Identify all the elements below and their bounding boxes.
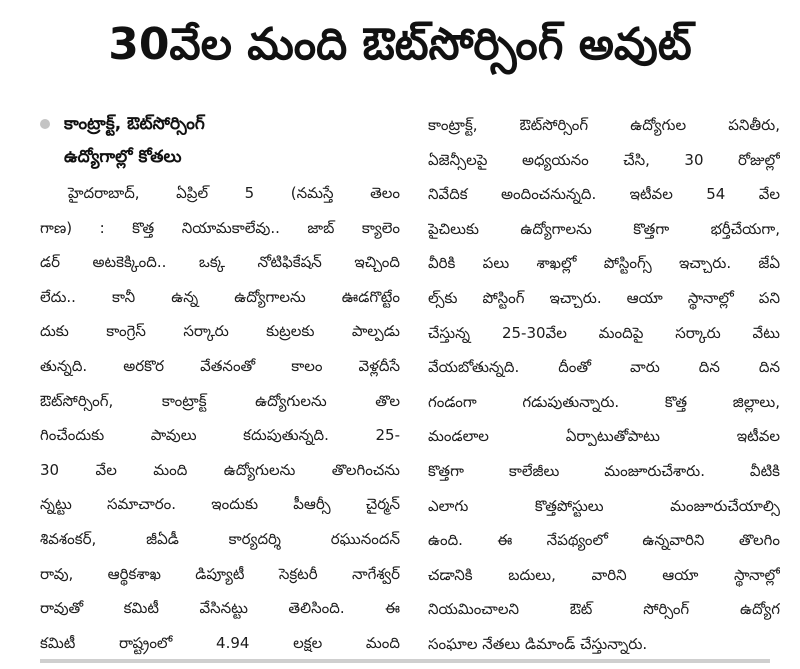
body-line: వీరికి పలు శాఖల్లో పోస్టింగ్స్ ఇచ్చారు. జేఏ	[428, 254, 780, 273]
body-line: ఉంది. ఈ నేపథ్యంలో ఉన్నవారిని తొలగిం	[428, 531, 780, 550]
subheading	[40, 108, 400, 174]
body-line: గాణ) : కొత్త నియామకాలేవు.. జాబ్ క్యాలెం	[40, 218, 400, 237]
body-line: నియమించాలని ఔట్ సోర్సింగ్ ఉద్యోగ	[428, 600, 780, 619]
bullet-icon	[40, 119, 50, 129]
body-line: సంఘాల నేతలు డిమాండ్ చేస్తున్నారు.	[428, 634, 648, 653]
body-line: న్నట్టు సమాచారం. ఇందుకు పీఆర్సీ చైర్మన్	[40, 495, 400, 514]
headline: 30వేల మంది ఔట్‌సోర్సింగ్ అవుట్	[108, 19, 692, 70]
body-line: కమిటీ రాష్ట్రంలో 4.94 లక్షల మంది	[40, 633, 400, 652]
body-line: రావు, ఆర్థికశాఖ డిప్యూటీ సెక్రటరీ నాగేశ్వర్	[40, 564, 400, 583]
body-line: హైదరాబాద్, ఏప్రిల్ 5 (నమస్తే తెలం	[68, 184, 400, 202]
body-line: ఎలాగు కొత్తపోస్టులు మంజూరుచేయాల్సి	[428, 496, 780, 515]
body-line: చడానికి బదులు, వారిని ఆయా స్థానాల్లో	[428, 565, 780, 584]
left-column	[40, 108, 400, 660]
body-line: ల్స్‌కు పోస్టింగ్ ఇచ్చారు. ఆయా స్థానాల్లో పని	[428, 288, 780, 307]
body-line: కాంట్రాక్ట్, ఔట్‌సోర్సింగ్ ఉద్యోగుల పనితీరు,	[428, 116, 780, 134]
body-line: 30 వేల మంది ఉద్యోగులను తొలగించను	[40, 460, 400, 479]
body-line: కొత్తగా కాలేజీలు మంజూరుచేశారు. వీటికి	[428, 461, 780, 480]
body-line: మండలాల ఏర్పాటుతోపాటు ఇటీవల	[428, 427, 780, 446]
body-line: శివశంకర్, జీఏడీ కార్యదర్శి రఘునందన్	[40, 529, 400, 548]
body-line: నివేదిక అందించనున్నది. ఇటీవల 54 వేల	[428, 185, 780, 204]
subheading-line: ఉద్యోగాల్లో కోతలు	[64, 147, 182, 167]
body-line: చేస్తున్న 25-30వేల మందిపై సర్కారు వేటు	[428, 323, 780, 342]
body-line: దుకు కాంగ్రెస్ సర్కారు కుట్రలకు పాల్పడు	[40, 322, 400, 341]
right-column	[428, 108, 780, 662]
body-line: వేయబోతున్నది. దీంతో వారు దిన దిన	[428, 358, 780, 377]
body-line: పైచిలుకు ఉద్యోగాలను కొత్తగా భర్తీచేయగా,	[428, 219, 780, 238]
body-line: ఏజెన్సీలపై అధ్యయనం చేసి, 30 రోజుల్లో	[428, 150, 780, 169]
body-line: రావుతో కమిటీ వేసినట్టు తెలిసింది. ఈ	[40, 599, 400, 618]
bottom-divider	[40, 659, 770, 663]
subheading-line: కాంట్రాక్ట్, ఔట్‌సోర్సింగ్	[64, 114, 205, 134]
body-line: డర్ అటకెక్కింది.. ఒక్క నోటిఫికేషన్ ఇచ్చింది	[40, 253, 400, 272]
body-line: లేదు.. కానీ ఉన్న ఉద్యోగాలను ఊడగొట్టేం	[40, 287, 400, 306]
body-line: ఔట్‌సోర్సింగ్, కాంట్రాక్ట్ ఉద్యోగులను తొల	[40, 391, 400, 410]
body-line: గండంగా గడుపుతున్నారు. కొత్త జిల్లాలు,	[428, 392, 780, 411]
body-line: తున్నది. అరకొర వేతనంతో కాలం వెళ్లదీసే	[40, 356, 400, 375]
body-line: గించేందుకు పావులు కదుపుతున్నది. 25-	[40, 426, 400, 445]
